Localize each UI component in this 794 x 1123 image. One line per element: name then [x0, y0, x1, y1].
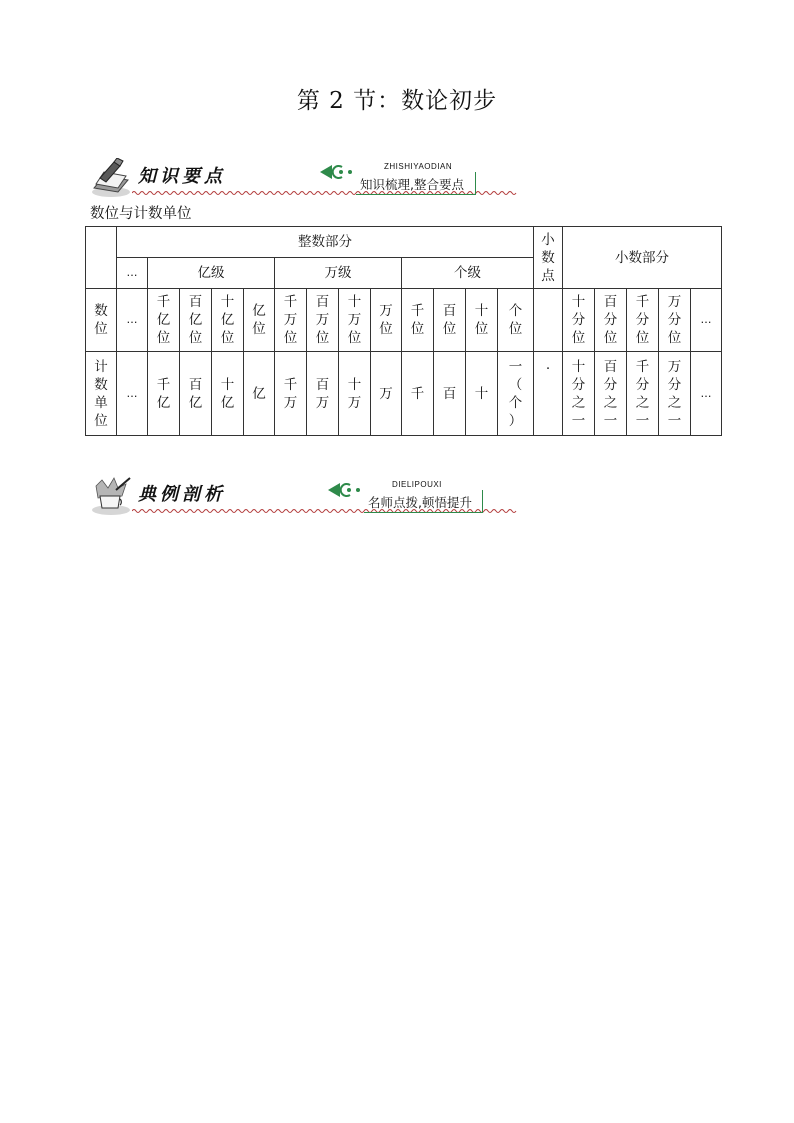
unit-cell: 亿	[244, 352, 275, 436]
place-cell: 十 万 位	[339, 289, 371, 352]
ellipsis-cell: …	[117, 258, 148, 289]
banner-pinyin: DIELIPOUXI	[392, 480, 442, 489]
decimal-unit-cell: 十 分 之 一	[563, 352, 595, 436]
unit-cell: 十	[466, 352, 498, 436]
banner-subtitle: 名师点拨,顿悟提升	[368, 495, 472, 510]
row-label-digit-place: 数 位	[86, 289, 117, 352]
knowledge-points-banner	[88, 156, 488, 200]
decimal-place-cell: 十 分 位	[563, 289, 595, 352]
banner-pinyin: ZHISHIYAODIAN	[384, 162, 453, 171]
ellipsis-cell: …	[691, 289, 722, 352]
ellipsis-cell: …	[117, 352, 148, 436]
place-value-table	[85, 226, 722, 436]
decimal-unit-cell: 百 分 之 一	[595, 352, 627, 436]
place-cell: 万 位	[371, 289, 402, 352]
place-cell: 十 亿 位	[212, 289, 244, 352]
unit-cell: 十 亿	[212, 352, 244, 436]
place-cell: 亿 位	[244, 289, 275, 352]
decimal-point-empty-cell	[534, 289, 563, 352]
unit-cell: 十 万	[339, 352, 371, 436]
ellipsis-cell: …	[117, 289, 148, 352]
banner-title: 典例剖析	[138, 484, 226, 505]
wan-class-header: 万级	[275, 258, 402, 289]
page-title: 第 2 节：数论初步	[296, 88, 498, 114]
place-cell: 百 位	[434, 289, 466, 352]
banner-title: 知识要点	[138, 166, 226, 187]
row-label-counting-unit: 计 数 单 位	[86, 352, 117, 436]
place-cell: 千 亿 位	[148, 289, 180, 352]
place-cell: 千 位	[402, 289, 434, 352]
table-caption: 数位与计数单位	[90, 206, 192, 222]
yi-class-header: 亿级	[148, 258, 275, 289]
decimal-place-cell: 万 分 位	[659, 289, 691, 352]
corner-cell	[86, 227, 117, 289]
ge-class-header: 个级	[402, 258, 534, 289]
decimal-unit-cell: 万 分 之 一	[659, 352, 691, 436]
decimal-place-cell: 千 分 位	[627, 289, 659, 352]
unit-cell: 百 万	[307, 352, 339, 436]
ellipsis-cell: …	[691, 352, 722, 436]
decimal-place-cell: 百 分 位	[595, 289, 627, 352]
integer-part-header: 整数部分	[117, 227, 534, 258]
place-cell: 十 位	[466, 289, 498, 352]
decimal-point-header: 小 数 点	[534, 227, 563, 289]
unit-cell: 百 亿	[180, 352, 212, 436]
typical-examples-banner	[88, 474, 488, 518]
arrow-left-icon	[328, 482, 368, 498]
unit-cell: 万	[371, 352, 402, 436]
place-cell: 个 位	[498, 289, 534, 352]
decimal-part-header: 小数部分	[563, 227, 722, 289]
place-cell: 百 万 位	[307, 289, 339, 352]
teacup-pen-icon	[90, 476, 132, 516]
unit-cell: 千 万	[275, 352, 307, 436]
notebook-pen-icon	[90, 158, 132, 198]
banner-subtitle: 知识梳理,整合要点	[360, 177, 464, 192]
decimal-unit-cell: 千 分 之 一	[627, 352, 659, 436]
arrow-left-icon	[320, 164, 360, 180]
place-cell: 千 万 位	[275, 289, 307, 352]
unit-cell: 千	[402, 352, 434, 436]
unit-cell: 百	[434, 352, 466, 436]
place-cell: 百 亿 位	[180, 289, 212, 352]
unit-cell: 千 亿	[148, 352, 180, 436]
decimal-point-cell: ·	[534, 352, 563, 436]
unit-cell: 一 （ 个 ）	[498, 352, 534, 436]
